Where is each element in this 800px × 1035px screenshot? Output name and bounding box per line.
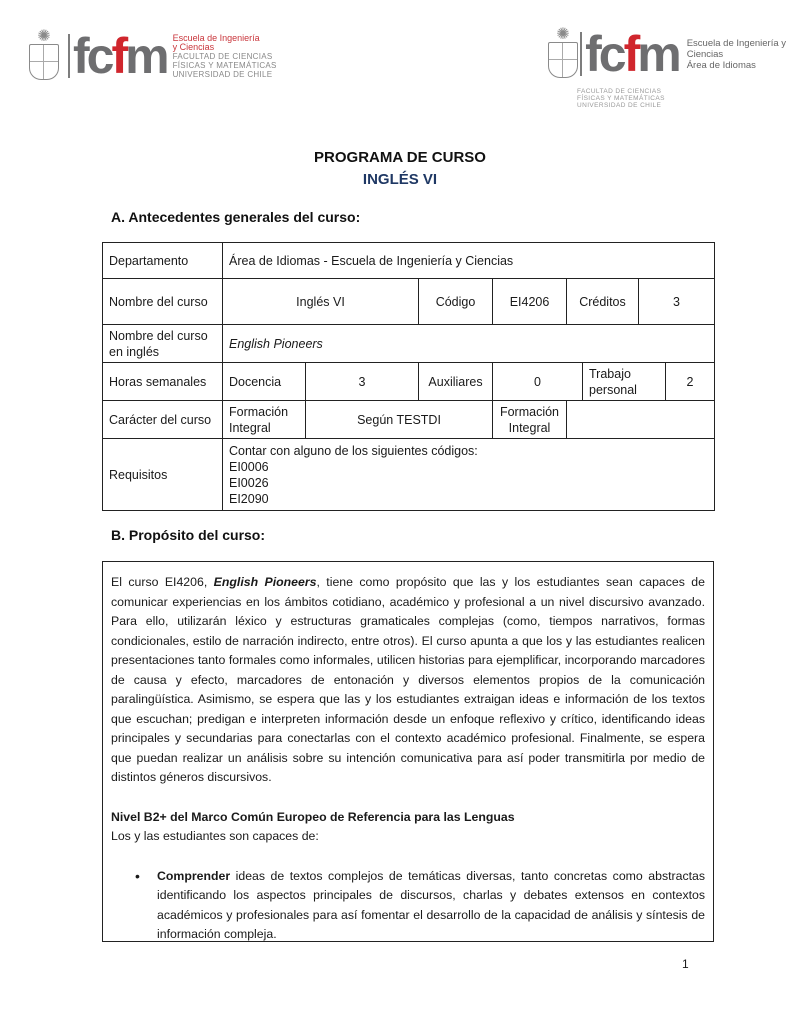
logo-right-subtext: FACULTAD DE CIENCIAS FÍSICAS Y MATEMÁTICAS UNIVERSIDAD DE CHILE: [577, 88, 665, 109]
requisitos-intro: Contar con alguno de los siguientes códigos:: [229, 443, 478, 458]
list-item: • Comprender ideas de textos complejos de temáticas diversas, tanto concretas como abstractas identificando los aspectos principales de discursos, charlas y debates extensos en contextos académicos y profesionales para así fomentar el desarrollo de la capacidad de análisis y síntesis de información compleja.: [111, 867, 705, 945]
logo-left-text: Escuela de Ingeniería y Ciencias FACULTAD DE CIENCIAS FÍSICAS Y MATEMÁTICAS UNIVERSIDAD DE CHILE: [172, 32, 277, 79]
horas-label: Horas semanales: [103, 363, 223, 401]
requisito-code: EI2090: [229, 491, 269, 506]
nombre-ingles-value: English Pioneers: [223, 325, 715, 363]
caracter-value-1: Formación Integral: [223, 401, 306, 439]
requisitos-label: Requisitos: [103, 439, 223, 511]
caracter-label: Carácter del curso: [103, 401, 223, 439]
table-row-nombre-ingles: [103, 325, 715, 363]
fcfm-logo-left: [26, 30, 277, 82]
purpose-paragraph: El curso EI4206, English Pioneers, tiene como propósito que las y los estudiantes sean capaces de comunicar experiencias en los ámbitos cotidiano, académico y profesional a un nivel discursivo avanzado. Para ello, utilizarán léxico y estructuras gramaticales complejas (como, tiempos narrativos, formas condicionales, estilo de narración indirecto, entre otros). El curso apunta a que los y las estudiantes realicen presentaciones tanto formales como informales, utilicen historias para ejemplificar, incorporando marcadores de causa y efecto, marcadores de entonación y diversos elementos propios de la comunicación paralingüística. Asimismo, se espera que las y los estudiantes extraigan ideas e información de los textos que escuchan; predigan e interpreten información desde un enfoque reflexivo y crítico, identificando ideas principales y secundarias para conectarlas con el contexto académico profesional. Finalmente, se espera que puedan realizar un análisis sobre su intención comunicativa para así poder transmitirla por medio de distintos géneros discursivos.: [111, 575, 705, 784]
fcfm-wordmark: fcfm: [73, 28, 167, 84]
creditos-value: 3: [639, 279, 715, 325]
requisito-code: EI0006: [229, 459, 269, 474]
section-b-heading: B. Propósito del curso:: [111, 527, 266, 543]
caracter-value-2: Según TESTDI: [306, 401, 493, 439]
nombre-ingles-label: Nombre del curso en inglés: [103, 325, 223, 363]
codigo-value: EI4206: [493, 279, 567, 325]
departamento-label: Departamento: [103, 243, 223, 279]
university-crest-icon: ✺: [26, 30, 62, 82]
nombre-value: Inglés VI: [223, 279, 419, 325]
caracter-value-3: Formación Integral: [493, 401, 567, 439]
table-row-caracter: [103, 401, 715, 439]
section-a-heading: A. Antecedentes generales del curso:: [111, 209, 361, 225]
caracter-value-4: [567, 401, 715, 439]
document-title: PROGRAMA DE CURSO: [314, 149, 486, 166]
docencia-label: Docencia: [223, 363, 306, 401]
trabajo-label: Trabajo personal: [583, 363, 666, 401]
course-info-table: [102, 242, 715, 511]
requisito-code: EI0026: [229, 475, 269, 490]
logo-divider: [580, 32, 582, 76]
table-row-horas: [103, 363, 715, 401]
logo-divider: [68, 34, 70, 78]
table-row-departamento: [103, 243, 715, 279]
course-title: INGLÉS VI: [362, 171, 438, 188]
auxiliares-label: Auxiliares: [419, 363, 493, 401]
codigo-label: Código: [419, 279, 493, 325]
page-number: 1: [682, 957, 689, 971]
nombre-label: Nombre del curso: [103, 279, 223, 325]
table-row-requisitos: [103, 439, 715, 511]
docencia-value: 3: [306, 363, 419, 401]
nivel-heading: Nivel B2+ del Marco Común Europeo de Referencia para las Lenguas: [111, 809, 515, 824]
departamento-value: Área de Idiomas - Escuela de Ingeniería y Ciencias: [223, 243, 715, 279]
course-english-name: English Pioneers: [213, 575, 317, 589]
fcfm-wordmark: fcfm: [585, 26, 679, 82]
logo-right-text: Escuela de Ingeniería y Ciencias Área de Idiomas: [686, 37, 787, 71]
nivel-intro: Los y las estudiantes son capaces de:: [111, 829, 319, 843]
requisitos-value: [223, 439, 715, 511]
trabajo-value: 2: [666, 363, 715, 401]
fcfm-logo-right: [545, 28, 800, 80]
bullet-icon: •: [135, 867, 140, 884]
table-row-nombre: [103, 279, 715, 325]
purpose-box: [102, 561, 714, 942]
university-crest-icon: ✺: [545, 28, 574, 80]
auxiliares-value: 0: [493, 363, 583, 401]
creditos-label: Créditos: [567, 279, 639, 325]
